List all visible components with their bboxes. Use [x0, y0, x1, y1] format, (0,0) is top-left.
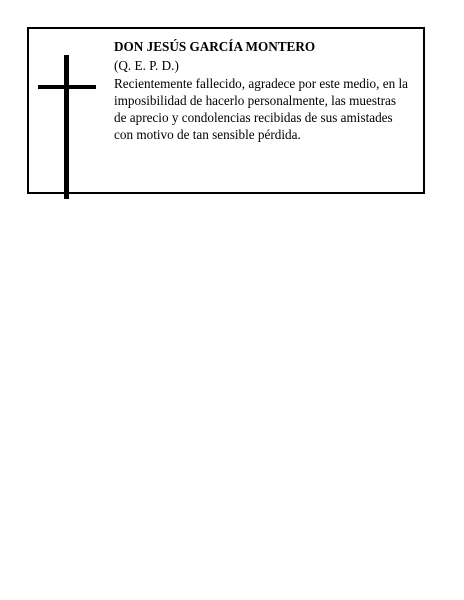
message-line-1: Recientemente fallecido, agradece por este medio, en la: [114, 76, 409, 91]
message-line-2: imposibilidad de hacerlo personalmente, las muestras: [114, 93, 396, 108]
gratitude-message: [114, 75, 422, 143]
message-line-3: de aprecio y condolencias recibidas de sus amistades: [114, 110, 393, 125]
deceased-name: DON JESÚS GARCÍA MONTERO: [114, 39, 316, 54]
cross-vertical-bar: [64, 55, 69, 199]
cross-horizontal-bar: [38, 85, 96, 89]
rip-abbreviation: (Q. E. P. D.): [114, 58, 179, 73]
message-line-4: con motivo de tan sensible pérdida.: [114, 127, 301, 142]
obituary-text: [114, 38, 422, 143]
